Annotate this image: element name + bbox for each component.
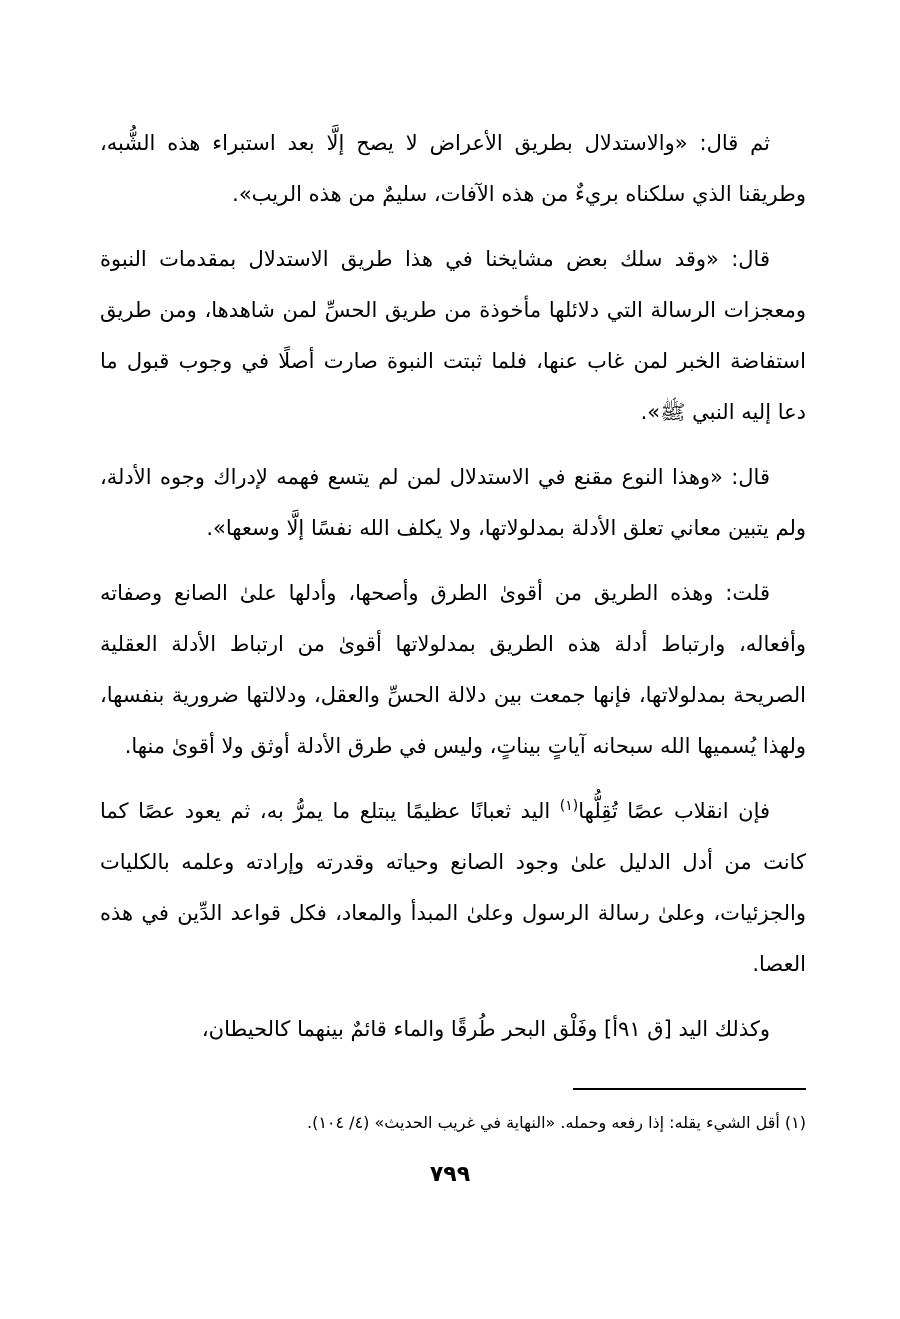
main-text bbox=[100, 118, 806, 1055]
paragraph-1: ثم قال: «والاستدلال بطريق الأعراض لا يصح إلَّا بعد استبراء هذه الشُّبه، وطريقنا الذي سلكناه بريءٌ من هذه الآفات، سليمٌ من هذه الريب». bbox=[100, 131, 806, 206]
footnote-divider bbox=[573, 1088, 806, 1090]
footnote: (١) أقل الشيء يقله: إذا رفعه وحمله. «النهاية في غريب الحديث» (٤/ ١٠٤). bbox=[306, 1113, 806, 1132]
paragraph-5 bbox=[100, 786, 806, 990]
paragraph-3: قال: «وهذا النوع مقنع في الاستدلال لمن لم يتسع فهمه لإدراك وجوه الأدلة، ولم يتبين معاني تعلق الأدلة بمدلولاتها، ولا يكلف الله نفسًا إلَّا وسعها». bbox=[100, 465, 806, 540]
footnote-reference: (١) bbox=[559, 798, 579, 814]
page-number: ٧٩٩ bbox=[429, 1162, 471, 1187]
paragraph-6: وكذلك اليد [ق ٩١أ] وفَلْق البحر طُرقًا والماء قائمٌ بينهما كالحيطان، bbox=[201, 1017, 770, 1041]
paragraph-4: قلت: وهذه الطريق من أقوىٰ الطرق وأصحها، وأدلها علىٰ الصانع وصفاته وأفعاله، وارتباط أدلة هذه الطريق بمدلولاتها أقوىٰ من ارتباط الأدلة العقلية الصريحة بمدلولاتها، فإنها جمعت بين دلالة الحسِّ والعقل، ودلالتها ضرورية بنفسها، ولهذا يُسميها الله سبحانه آياتٍ بيناتٍ، وليس في طرق الأدلة أوثق ولا أقوىٰ منها. bbox=[100, 581, 806, 758]
paragraph-5-rest: اليد ثعبانًا عظيمًا يبتلع ما يمرُّ به، ثم يعود عصًا كما كانت من أدل الدليل علىٰ وجود الصانع وحياته وقدرته وإرادته وعلمه بالكليات والجزئيات، وعلىٰ رسالة الرسول وعلىٰ المبدأ والمعاد، فكل قواعد الدِّين في هذه العصا. bbox=[100, 799, 806, 976]
paragraph-2: قال: «وقد سلك بعض مشايخنا في هذا طريق الاستدلال بمقدمات النبوة ومعجزات الرسالة التي دلائلها مأخوذة من طريق الحسِّ لمن شاهدها، ومن طريق استفاضة الخبر لمن غاب عنها، فلما ثبتت النبوة صارت أصلًا في وجوب قبول ما دعا إليه النبي ﷺ». bbox=[100, 247, 806, 424]
paragraph-5-start: فإن انقلاب عصًا تُقِلُّها bbox=[578, 799, 771, 823]
